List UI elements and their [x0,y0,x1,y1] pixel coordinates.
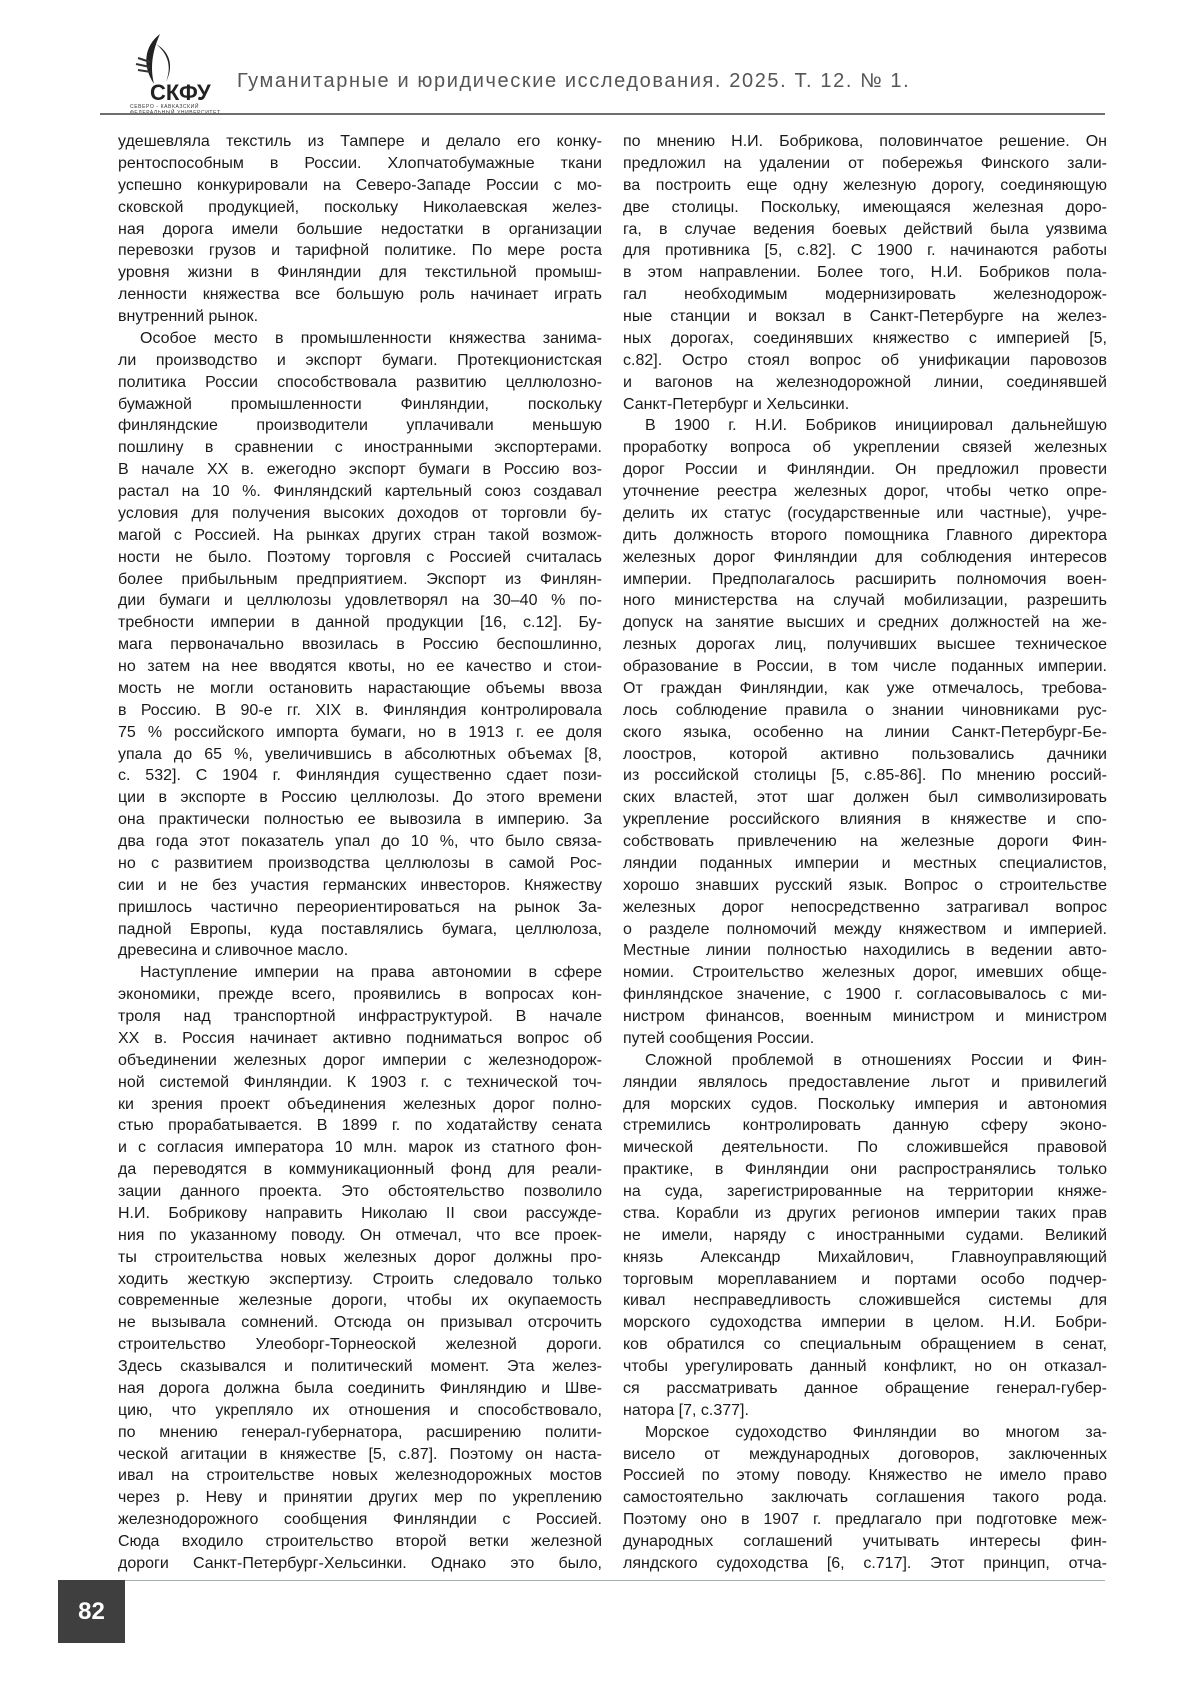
text-line: ного министерства на случай мобилизации, разрешить [623,590,1107,612]
text-line: о разделе полномочий между княжеством и империей. [623,919,1107,941]
text-line: чтобы урегулировать данный конфликт, но он отказал- [623,1356,1107,1378]
paragraph [623,1050,1107,1422]
text-line: Россией по этому поводу. Княжество не имело право [623,1465,1107,1487]
text-line: ная дорога имели большие недостатки в организации [118,219,602,241]
page-number: 82 [58,1580,125,1643]
text-line: не вызывала сомнений. Отсюда он призывал отсрочить [118,1312,602,1334]
text-line: падной Европы, куда поставлялись бумага, целлюлоза, [118,919,602,941]
text-line: зации данного проекта. Это обстоятельство позволило [118,1181,602,1203]
paragraph [118,328,602,962]
text-line: образование в России, в том числе поданных империи. [623,656,1107,678]
text-line: ная дорога должна была соединить Финляндию и Шве- [118,1378,602,1400]
text-line: стремились контролировать данную сферу эконо- [623,1115,1107,1137]
text-line: предложил на удалении от побережья Финского зали- [623,153,1107,175]
text-line: Сюда входило строительство второй ветки железной [118,1531,602,1553]
text-line: объединении железных дорог империи с железнодорож- [118,1050,602,1072]
paragraph [118,962,602,1575]
text-line: с.82]. Остро стоял вопрос об унификации паровозов [623,350,1107,372]
text-line: ляндского судоходства [6, с.717]. Этот принцип, отча- [623,1553,1107,1575]
text-line: лось соблюдение правила о знании чиновниками рус- [623,700,1107,722]
text-line: морского судоходства империи в целом. Н.И. Бобри- [623,1312,1107,1334]
wing-emblem-icon [130,32,190,87]
text-line: дународных соглашений учитывать интересы фин- [623,1531,1107,1553]
text-line: кивал несправедливость сложившейся системы для [623,1290,1107,1312]
university-logo [130,32,230,114]
text-line: ляндии являлось предоставление льгот и привилегий [623,1072,1107,1094]
text-line: дорог России и Финляндии. Он предложил провести [623,459,1107,481]
header-divider [100,113,1105,115]
text-line: самостоятельно заключать соглашения такого рода. [623,1487,1107,1509]
text-line: сии и не без участия германских инвесторов. Княжеству [118,875,602,897]
text-line: хорошо знавших русский язык. Вопрос о строительстве [623,875,1107,897]
text-line: ков обратился со специальным обращением в сенат, [623,1334,1107,1356]
text-line: ности не было. Поэтому торговля с Россией считалась [118,547,602,569]
text-line: нистром финансов, военным министром и министром [623,1006,1107,1028]
text-line: ляндии поданных империи и местных специалистов, [623,853,1107,875]
paragraph [118,131,602,328]
text-line: с. 532]. С 1904 г. Финляндия существенно сдает пози- [118,765,602,787]
text-line: экономики, прежде всего, проявились в вопросах кон- [118,984,602,1006]
text-line: уточнение реестра железных дорог, чтобы четко опре- [623,481,1107,503]
text-line: ходить жесткую экспертизу. Строить следовало только [118,1269,602,1291]
text-line: ных дорогах, соединявших княжество с империей [5, [623,328,1107,350]
text-line: два года этот показатель упал до 10 %, что было связа- [118,831,602,853]
text-line: номии. Строительство железных дорог, имевших обще- [623,962,1107,984]
text-line: ленности княжества все большую роль начинает играть [118,284,602,306]
text-line: га, в случае ведения боевых действий была уязвима [623,219,1107,241]
text-line: цию, что укрепляло их отношения и способствовало, [118,1400,602,1422]
text-line: Местные линии полностью находились в ведении авто- [623,940,1107,962]
text-line: ции в экспорте в Россию целлюлозы. До этого времени [118,787,602,809]
text-line: она практически полностью ее вывозила в империю. За [118,809,602,831]
logo-subtitle-line: СЕВЕРО - КАВКАЗСКИЙ [130,104,221,110]
text-line: успешно конкурировали на Северо-Западе России с мо- [118,175,602,197]
text-line: дии бумаги и целлюлозы удовлетворял на 30–40 % по- [118,590,602,612]
text-line: магой с Россией. На рынках других стран такой возмож- [118,525,602,547]
text-line: пришлось частично переориентироваться на рынок За- [118,897,602,919]
text-line: дороги Санкт-Петербург-Хельсинки. Однако это было, [118,1553,602,1575]
text-line: по мнению Н.И. Бобрикова, половинчатое решение. Он [623,131,1107,153]
text-line: натора [7, с.377]. [623,1400,1107,1422]
text-line: ния по указанному поводу. Он отмечал, что все проек- [118,1225,602,1247]
paragraph [623,131,1107,415]
text-line: империи. Предполагалось расширить полномочия воен- [623,569,1107,591]
text-line: ивал на строительстве новых железнодорожных мостов [118,1465,602,1487]
text-line: ства. Корабли из других регионов империи таких прав [623,1203,1107,1225]
text-line: на суда, зарегистрированные на территории княже- [623,1181,1107,1203]
journal-title: Гуманитарные и юридические исследования. 2025. Т. 12. № 1. [237,70,910,93]
text-line: ва построить еще одну железную дорогу, соединяющую [623,175,1107,197]
text-line: железных дорог непосредственно затрагивал вопрос [623,897,1107,919]
text-line: князь Александр Михайлович, Главноуправляющий [623,1247,1107,1269]
text-line: В начале XX в. ежегодно экспорт бумаги в Россию воз- [118,459,602,481]
paragraph [623,1422,1107,1575]
text-line: политика России способствовала развитию целлюлозно- [118,372,602,394]
text-line: удешевляла текстиль из Тампере и делало его конку- [118,131,602,153]
footer-divider [125,1580,1105,1581]
text-line: финляндское значение, с 1900 г. согласовывалось с ми- [623,984,1107,1006]
text-line: Морское судоходство Финляндии во многом за- [623,1422,1107,1444]
text-line: собствовать привлечению на железные дороги Фин- [623,831,1107,853]
text-line: железных дорог Финляндии для соблюдения интересов [623,547,1107,569]
text-line: мической деятельности. По сложившейся правовой [623,1137,1107,1159]
text-line: Наступление империи на права автономии в сфере [118,962,602,984]
text-line: древесина и сливочное масло. [118,940,602,962]
text-line: в этом направлении. Более того, Н.И. Бобриков пола- [623,262,1107,284]
text-line: для морских судов. Поскольку империя и автономия [623,1094,1107,1116]
text-line: через р. Неву и принятии других мер по укреплению [118,1487,602,1509]
text-line: проработку вопроса об укреплении связей железных [623,437,1107,459]
text-line: но затем на нее вводятся квоты, но ее качество и стои- [118,656,602,678]
text-line: две столицы. Поскольку, имеющаяся железная доро- [623,197,1107,219]
text-line: внутренний рынок. [118,306,602,328]
text-line: из российской столицы [5, с.85-86]. По мнению россий- [623,765,1107,787]
text-line: Сложной проблемой в отношениях России и Фин- [623,1050,1107,1072]
text-line: для противника [5, с.82]. С 1900 г. начинаются работы [623,240,1107,262]
text-line: требности империи в данной продукции [16, с.12]. Бу- [118,612,602,634]
text-line: растал на 10 %. Финляндский картельный союз создавал [118,481,602,503]
text-line: по мнению генерал-губернатора, расширению полити- [118,1422,602,1444]
text-line: XX в. Россия начинает активно подниматься вопрос об [118,1028,602,1050]
text-line: стью прорабатывается. В 1899 г. по ходатайству сената [118,1115,602,1137]
text-line: финляндские производители уплачивали меньшую [118,415,602,437]
text-line: бумажной промышленности Финляндии, поскольку [118,394,602,416]
text-line: но с развитием производства целлюлозы в самой Рос- [118,853,602,875]
text-line: условия для получения высоких доходов от торговли бу- [118,503,602,525]
text-line: ки зрения проект объединения железных дорог полно- [118,1094,602,1116]
text-line: укрепление российского влияния в княжестве и спо- [623,809,1107,831]
text-line: перевозки грузов и тарифной политике. По мере роста [118,240,602,262]
text-line: ся рассматривать данное обращение генерал-губер- [623,1378,1107,1400]
text-line: 75 % российского импорта бумаги, но в 1913 г. ее доля [118,722,602,744]
text-line: торговым мореплаванием и портами особо подчер- [623,1269,1107,1291]
text-line: ной системой Финляндии. К 1903 г. с технической точ- [118,1072,602,1094]
text-line: Особое место в промышленности княжества занима- [118,328,602,350]
text-line: сковской продукцией, поскольку Николаевская желез- [118,197,602,219]
logo-abbreviation: СКФУ [150,80,211,106]
text-line: ные станции и вокзал в Санкт-Петербурге на желез- [623,306,1107,328]
text-column-right [623,131,1107,1575]
text-line: современные железные дороги, чтобы их окупаемость [118,1290,602,1312]
text-line: более прибыльным предприятием. Экспорт из Финлян- [118,569,602,591]
text-line: делить их статус (государственные или частные), учре- [623,503,1107,525]
text-line: практике, в Финляндии они распространялись только [623,1159,1107,1181]
text-line: Н.И. Бобрикову направить Николаю II свои рассужде- [118,1203,602,1225]
text-line: лезных дорогах лиц, получивших высшее техническое [623,634,1107,656]
text-line: и с согласия императора 10 млн. марок из статного фон- [118,1137,602,1159]
paragraph [623,415,1107,1049]
text-line: ты строительства новых железных дорог должны про- [118,1247,602,1269]
text-line: висело от международных договоров, заключенных [623,1444,1107,1466]
text-line: упала до 65 %, увеличившись в абсолютных объемах [8, [118,744,602,766]
text-line: строительство Улеоборг-Торнеоской железной дороги. [118,1334,602,1356]
text-line: и вагонов на железнодорожной линии, соединявшей [623,372,1107,394]
text-line: уровня жизни в Финляндии для текстильной промыш- [118,262,602,284]
text-line: ли производство и экспорт бумаги. Протекционистская [118,350,602,372]
text-line: пошлину в сравнении с иностранными экспортерами. [118,437,602,459]
text-line: Поэтому оно в 1907 г. предлагало при подготовке меж- [623,1509,1107,1531]
text-line: гал необходимым модернизировать железнодорож- [623,284,1107,306]
text-line: путей сообщения России. [623,1028,1107,1050]
text-line: троля над транспортной инфраструктурой. В начале [118,1006,602,1028]
text-line: железнодорожного сообщения Финляндии с Россией. [118,1509,602,1531]
text-line: мага первоначально ввозилась в Россию беспошлинно, [118,634,602,656]
text-line: мость не могли остановить нарастающие объемы ввоза [118,678,602,700]
text-line: в Россию. В 90-е гг. XIX в. Финляндия контролировала [118,700,602,722]
text-line: ских властей, этот шаг должен был символизировать [623,787,1107,809]
text-line: да переводятся в коммуникационный фонд для реали- [118,1159,602,1181]
text-column-left [118,131,602,1575]
text-line: В 1900 г. Н.И. Бобриков инициировал дальнейшую [623,415,1107,437]
text-line: рентоспособным в России. Хлопчатобумажные ткани [118,153,602,175]
text-line: не имели, наряду с иностранными судами. Великий [623,1225,1107,1247]
text-line: допуск на занятие высших и средних должностей на же- [623,612,1107,634]
text-line: От граждан Финляндии, как уже отмечалось, требова- [623,678,1107,700]
text-line: ского языка, особенно на линии Санкт-Петербург-Бе- [623,722,1107,744]
text-line: дить должность второго помощника Главного директора [623,525,1107,547]
text-line: лоостров, которой активно пользовались дачники [623,744,1107,766]
text-line: Здесь сказывался и политический момент. Эта желез- [118,1356,602,1378]
text-line: Санкт-Петербург и Хельсинки. [623,394,1107,416]
text-line: ческой агитации в княжестве [5, с.87]. Поэтому он наста- [118,1444,602,1466]
